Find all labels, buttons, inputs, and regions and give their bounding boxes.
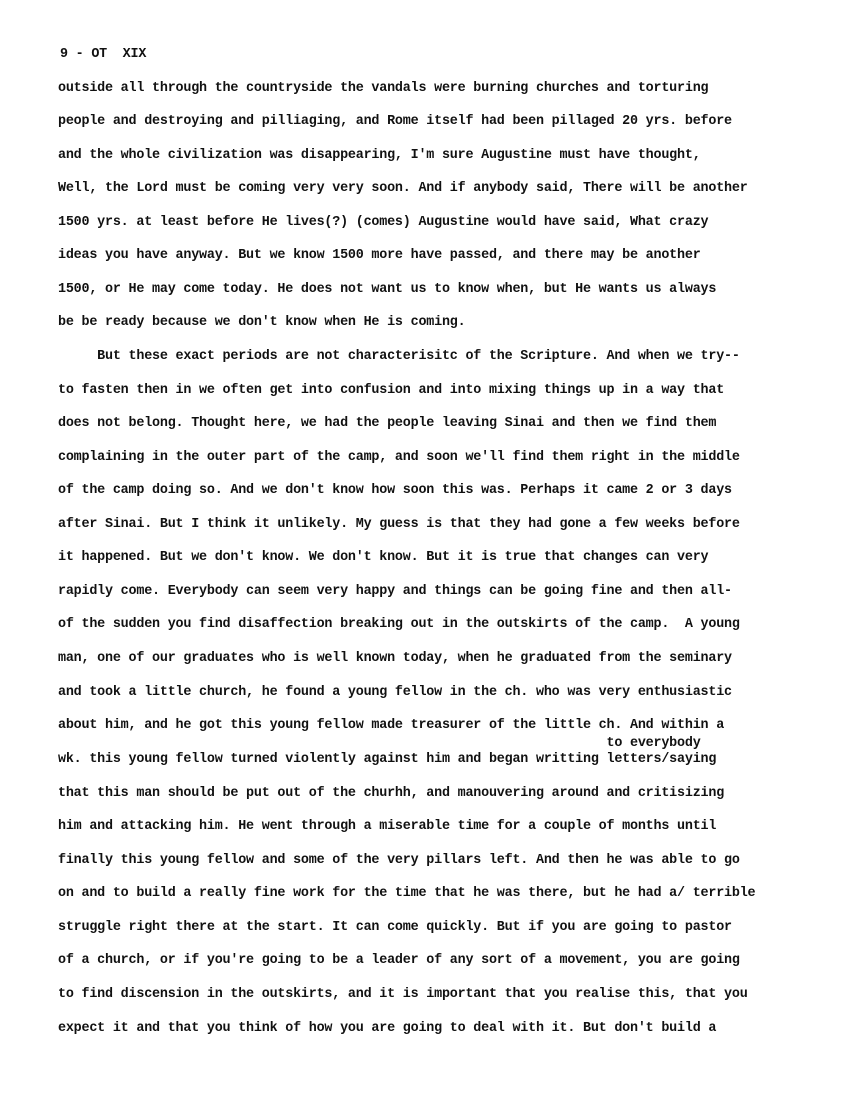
text-line: him and attacking him. He went through a miserable time for a couple of months until xyxy=(58,819,717,834)
text-line: that this man should be put out of the churhh, and manouvering around and critisizing xyxy=(58,786,725,801)
text-line: expect it and that you think of how you are going to deal with it. But don't build a xyxy=(58,1021,717,1036)
text-line: about him, and he got this young fellow made treasurer of the little ch. And within a xyxy=(58,718,725,733)
text-line: and the whole civilization was disappearing, I'm sure Augustine must have thought, xyxy=(58,148,701,163)
text-line: on and to build a really fine work for the time that he was there, but he had a/ terrible xyxy=(58,886,756,901)
text-line: after Sinai. But I think it unlikely. My guess is that they had gone a few weeks before xyxy=(58,517,740,532)
text-line: rapidly come. Everybody can seem very happy and things can be going fine and then all- xyxy=(58,584,732,599)
text-line: does not belong. Thought here, we had the people leaving Sinai and then we find them xyxy=(58,416,717,431)
text-line: to fasten then in we often get into confusion and into mixing things up in a way that xyxy=(58,383,725,398)
text-line: be be ready because we don't know when He is coming. xyxy=(58,315,466,330)
interlinear-insertion: to everybody xyxy=(58,736,701,751)
text-line: But these exact periods are not characterisitc of the Scripture. And when we try-- xyxy=(58,349,740,364)
text-line: of the sudden you find disaffection breaking out in the outskirts of the camp. A young xyxy=(58,617,740,632)
text-line: 1500 yrs. at least before He lives(?) (comes) Augustine would have said, What crazy xyxy=(58,215,709,230)
text-line: complaining in the outer part of the camp, and soon we'll find them right in the middle xyxy=(58,450,740,465)
text-line: people and destroying and pilliaging, and Rome itself had been pillaged 20 yrs. before xyxy=(58,114,732,129)
text-line: it happened. But we don't know. We don't know. But it is true that changes can very xyxy=(58,550,709,565)
text-line: of a church, or if you're going to be a leader of any sort of a movement, you are going xyxy=(58,953,740,968)
text-line: and took a little church, he found a young fellow in the ch. who was very enthusiastic xyxy=(58,685,732,700)
text-line: outside all through the countryside the vandals were burning churches and torturing xyxy=(58,81,709,96)
text-line: Well, the Lord must be coming very very soon. And if anybody said, There will be another xyxy=(58,181,748,196)
text-line: finally this young fellow and some of the very pillars left. And then he was able to go xyxy=(58,853,740,868)
text-line: man, one of our graduates who is well known today, when he graduated from the seminary xyxy=(58,651,732,666)
text-line: wk. this young fellow turned violently against him and began writting letters/saying xyxy=(58,752,717,767)
text-line: ideas you have anyway. But we know 1500 more have passed, and there may be another xyxy=(58,248,701,263)
text-line: of the camp doing so. And we don't know how soon this was. Perhaps it came 2 or 3 days xyxy=(58,483,732,498)
text-line: struggle right there at the start. It can come quickly. But if you are going to pastor xyxy=(58,920,732,935)
text-line: 1500, or He may come today. He does not want us to know when, but He wants us always xyxy=(58,282,717,297)
text-line: to find discension in the outskirts, and it is important that you realise this, that you xyxy=(58,987,748,1002)
page-header: 9 - OT XIX xyxy=(60,47,147,62)
